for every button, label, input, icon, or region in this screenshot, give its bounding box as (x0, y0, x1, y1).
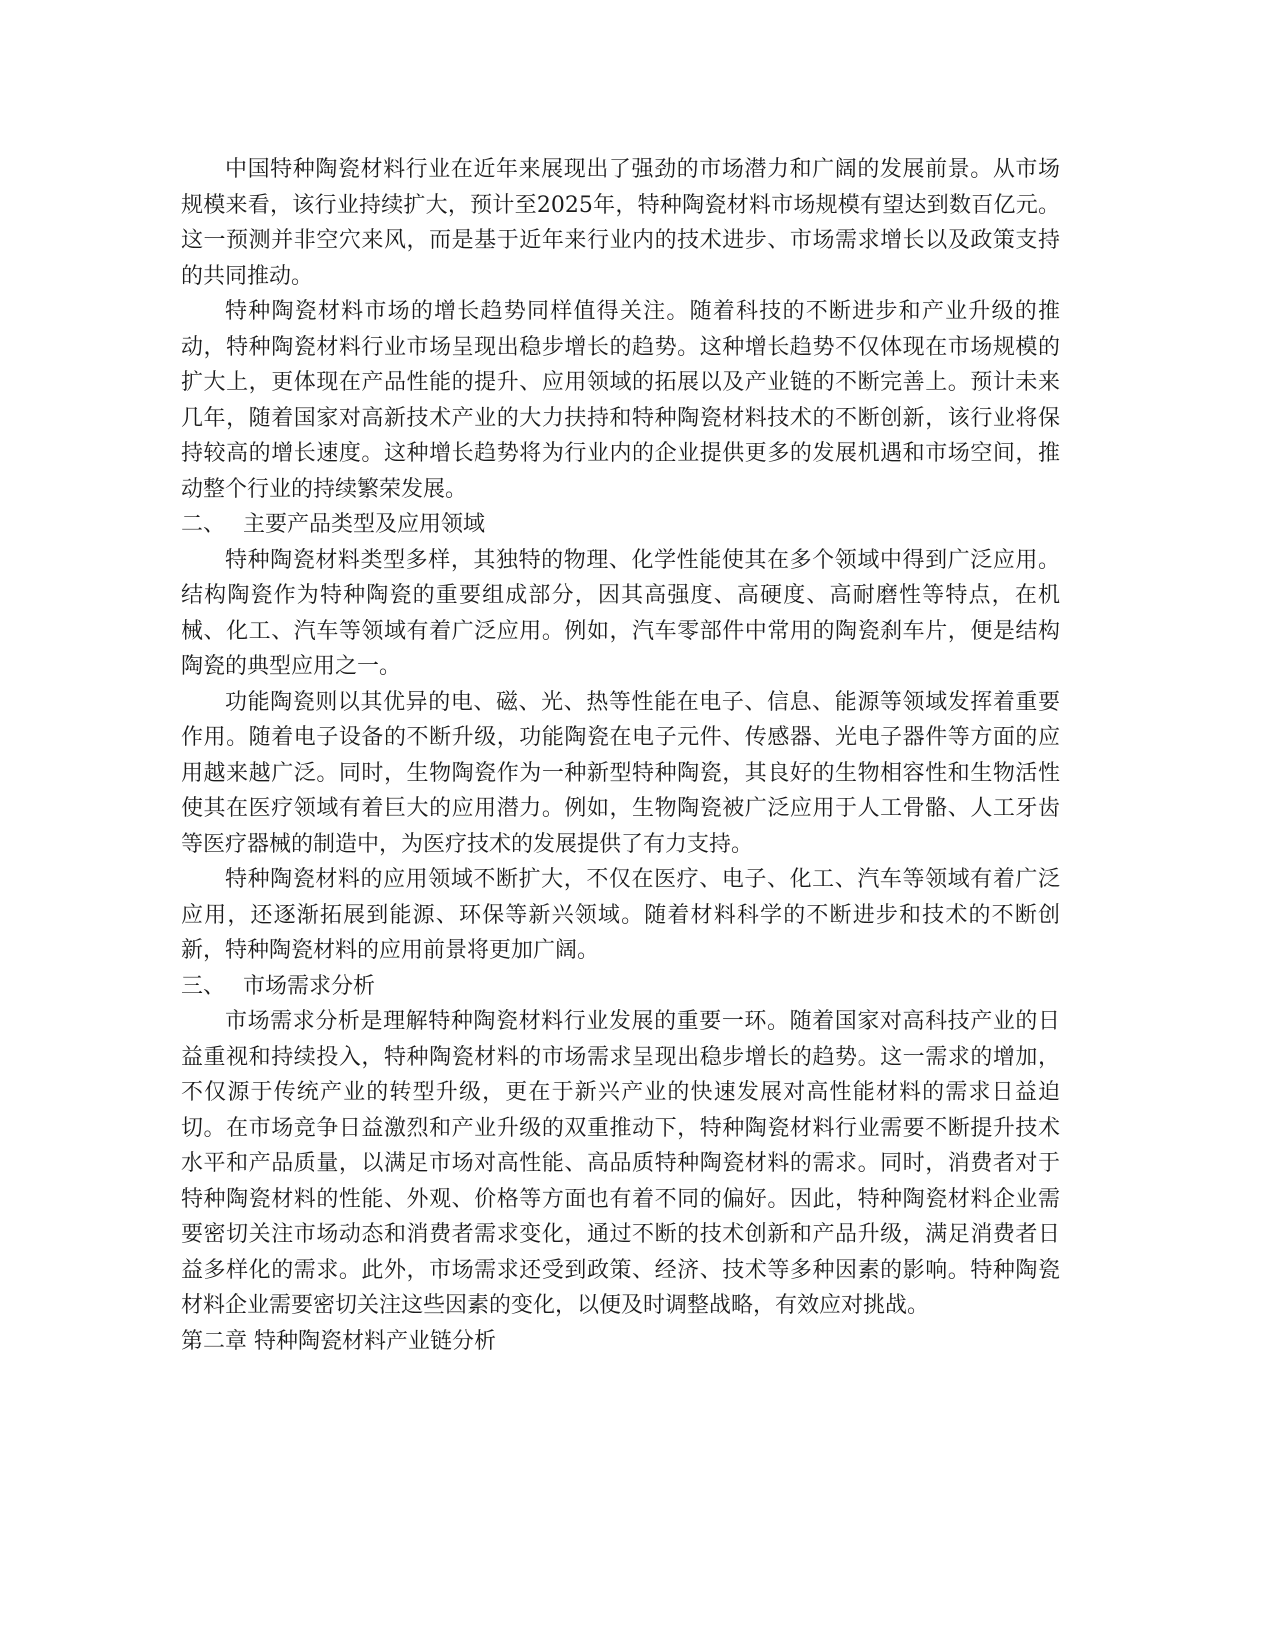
paragraph-market-outlook: 中国特种陶瓷材料行业在近年来展现出了强劲的市场潜力和广阔的发展前景。从市场规模来看，该行业持续扩大，预计至2025年，特种陶瓷材料市场规模有望达到数百亿元。这一预测并非空穴来风，而是基于近年来行业内的技术进步、市场需求增长以及政策支持的共同推动。 (181, 157, 1060, 289)
chapter-title: 第二章 特种陶瓷材料产业链分析 (181, 1328, 496, 1354)
document-page (181, 152, 1060, 1359)
section-heading-demand (181, 969, 1060, 1005)
paragraph-application-expansion: 特种陶瓷材料的应用领域不断扩大，不仅在医疗、电子、化工、汽车等领域有着广泛应用，还逐渐拓展到能源、环保等新兴领域。随着材料科学的不断进步和技术的不断创新，特种陶瓷材料的应用前景将更加广阔。 (181, 867, 1060, 963)
section-number: 二、 (181, 512, 226, 537)
section-heading-products (181, 507, 1060, 543)
paragraph-functional-ceramics: 功能陶瓷则以其优异的电、磁、光、热等性能在电子、信息、能源等领域发挥着重要作用。随着电子设备的不断升级，功能陶瓷在电子元件、传感器、光电子器件等方面的应用越来越广泛。同时，生物陶瓷作为一种新型特种陶瓷，其良好的生物相容性和生物活性使其在医疗领域有着巨大的应用潜力。例如，生物陶瓷被广泛应用于人工骨骼、人工牙齿等医疗器械的制造中，为医疗技术的发展提供了有力支持。 (181, 689, 1060, 857)
paragraph-product-types: 特种陶瓷材料类型多样，其独特的物理、化学性能使其在多个领域中得到广泛应用。结构陶瓷作为特种陶瓷的重要组成部分，因其高强度、高硬度、高耐磨性等特点，在机械、化工、汽车等领域有着广泛应用。例如，汽车零部件中常用的陶瓷刹车片，便是结构陶瓷的典型应用之一。 (181, 547, 1060, 679)
paragraph-growth-trend: 特种陶瓷材料市场的增长趋势同样值得关注。随着科技的不断进步和产业升级的推动，特种陶瓷材料行业市场呈现出稳步增长的趋势。这种增长趋势不仅体现在市场规模的扩大上，更体现在产品性能的提升、应用领域的拓展以及产业链的不断完善上。预计未来几年，随着国家对高新技术产业的大力扶持和特种陶瓷材料技术的不断创新，该行业将保持较高的增长速度。这种增长趋势将为行业内的企业提供更多的发展机遇和市场空间，推动整个行业的持续繁荣发展。 (181, 299, 1060, 502)
paragraph-demand-analysis: 市场需求分析是理解特种陶瓷材料行业发展的重要一环。随着国家对高科技产业的日益重视和持续投入，特种陶瓷材料的市场需求呈现出稳步增长的趋势。这一需求的增加，不仅源于传统产业的转型升级，更在于新兴产业的快速发展对高性能材料的需求日益迫切。在市场竞争日益激烈和产业升级的双重推动下，特种陶瓷材料行业需要不断提升技术水平和产品质量，以满足市场对高性能、高品质特种陶瓷材料的需求。同时，消费者对于特种陶瓷材料的性能、外观、价格等方面也有着不同的偏好。因此，特种陶瓷材料企业需要密切关注市场动态和消费者需求变化，通过不断的技术创新和产品升级，满足消费者日益多样化的需求。此外，市场需求还受到政策、经济、技术等多种因素的影响。特种陶瓷材料企业需要密切关注这些因素的变化，以便及时调整战略，有效应对挑战。 (181, 1009, 1060, 1318)
section-number: 三、 (181, 973, 226, 999)
section-title: 主要产品类型及应用领域 (243, 512, 486, 537)
section-title: 市场需求分析 (243, 973, 376, 999)
